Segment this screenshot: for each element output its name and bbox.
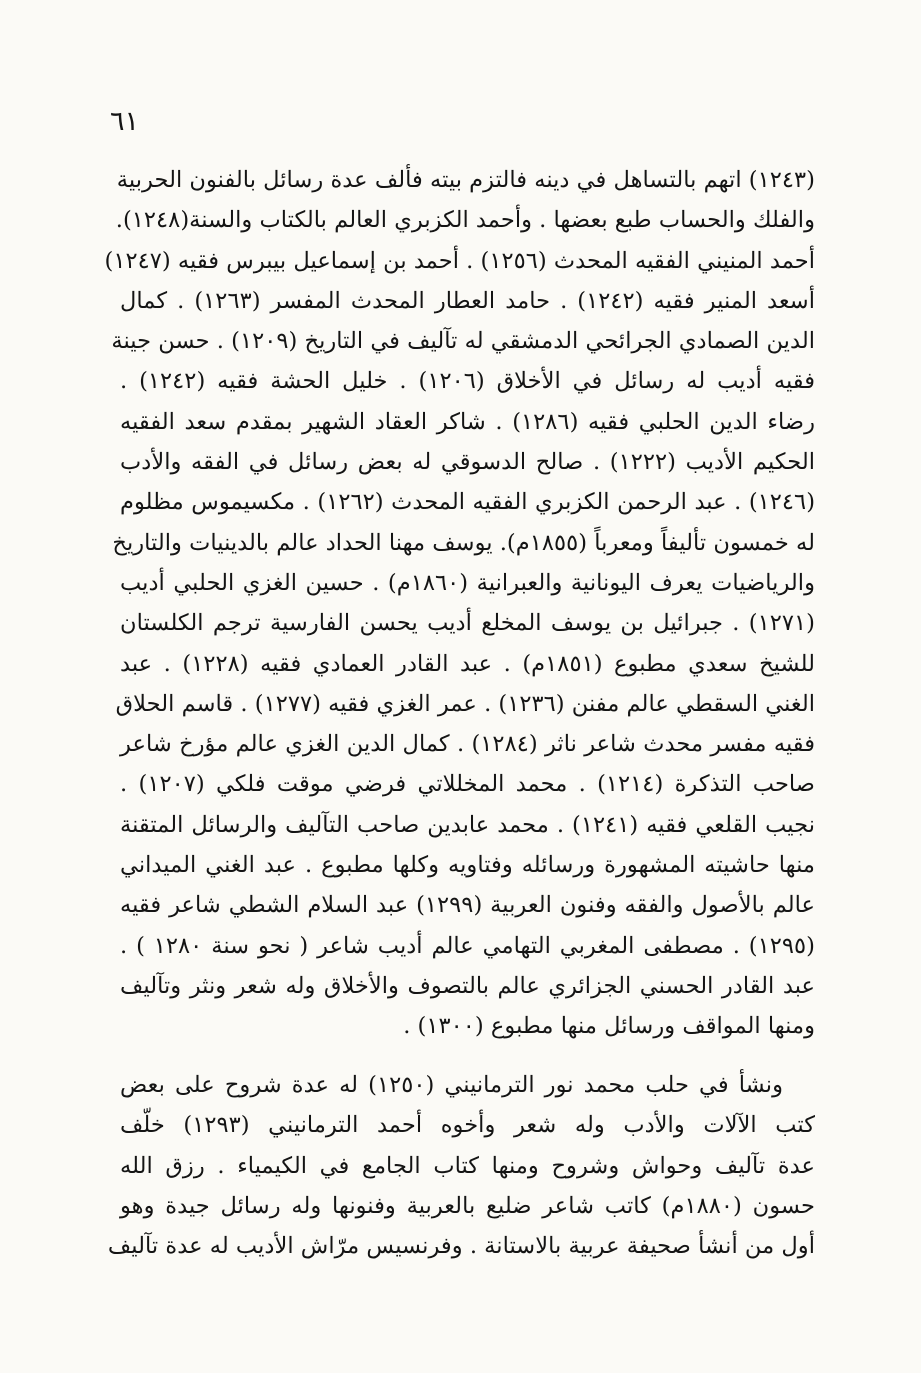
text-line: رضاء الدين الحلبي فقيه (١٢٨٦) . شاكر العقاد الشهير بمقدم سعد الفقيه [120,408,815,435]
text-line: منها حاشيته المشهورة ورسائله وفتاويه وكلها مطبوع . عبد الغني الميداني [120,852,815,879]
text-line: (١٢٤٣) اتهم بالتساهل في دينه فالتزم بيته فألف عدة رسائل بالفنون الحربية [116,167,815,193]
text-line: صاحب التذكرة (١٢١٤) . محمد المخللاتي فرضي موقت فلكي (١٢٠٧) . [120,771,815,798]
paragraph-2 [107,1065,815,1266]
text-line: أحمد المنيني الفقيه المحدث (١٢٥٦) . أحمد بن إسماعيل بيبرس فقيه (١٢٤٧) [104,247,815,274]
text-line: أسعد المنير فقيه (١٢٤٢) . حامد العطار المحدث المفسر (١٢٦٣) . كمال [120,287,815,314]
text-line: الدين الصمادي الجرائحي الدمشقي له تآليف في التاريخ (١٢٠٩) . حسن جينة [111,328,815,355]
text-line: فقيه مفسر محدث شاعر ناثر (١٢٨٤) . كمال الدين الغزي عالم مؤرخ شاعر [120,731,815,758]
text-line: كتب الآلات والأدب وله شعر وأخوه أحمد الترمانيني (١٢٩٣) خلّف [120,1112,815,1139]
text-line: أول من أنشأ صحيفة عربية بالاستانة . وفرنسيس مرّاش الأديب له عدة تآليف [107,1233,815,1260]
text-line: عدة تآليف وحواش وشروح ومنها كتاب الجامع في الكيمياء . رزق الله [120,1152,815,1179]
text-line: (١٢٧١) . جبرائيل بن يوسف المخلع أديب يحسن الفارسية ترجم الكلستان [120,610,815,637]
text-line: فقيه أديب له رسائل في الأخلاق (١٢٠٦) . خليل الحشة فقيه (١٢٤٢) . [120,368,815,395]
page-number: ٦١ [110,106,140,137]
text-line: (١٢٤٦) . عبد الرحمن الكزبري الفقيه المحدث (١٢٦٢) . مكسيموس مظلوم [120,489,816,516]
text-line: حسون (١٨٨٠م) كاتب شاعر ضليع بالعربية وفنونها وله رسائل جيدة وهو [120,1192,815,1219]
text-line: ومنها المواقف ورسائل منها مطبوع (١٣٠٠) . [403,1013,815,1040]
text-line: الحكيم الأديب (١٢٢٢) . صالح الدسوقي له بعض رسائل في الفقه والأدب [120,449,815,476]
text-line: نجيب القلعي فقيه (١٢٤١) . محمد عابدين صاحب التآليف والرسائل المتقنة [120,811,815,838]
text-line: والفلك والحساب طبع بعضها . وأحمد الكزبري العالم بالكتاب والسنة(١٢٤٨). [115,207,815,234]
paragraph-1 [104,160,816,1047]
text-line: والرياضيات يعرف اليونانية والعبرانية (١٨٦٠م) . حسين الغزي الحلبي أديب [120,569,815,596]
text-line: الغني السقطي عالم مفنن (١٢٣٦) . عمر الغزي فقيه (١٢٧٧) . قاسم الحلاق [115,690,815,717]
text-line: له خمسون تأليفاً ومعرباً (١٨٥٥م). يوسف مهنا الحداد عالم بالدينيات والتاريخ [112,529,815,556]
text-line: عبد القادر الحسني الجزائري عالم بالتصوف والأخلاق وله شعر ونثر وتآليف [120,972,815,999]
text-line: عالم بالأصول والفقه وفنون العربية (١٢٩٩) عبد السلام الشطي شاعر فقيه [120,892,815,919]
text-line: ونشأ في حلب محمد نور الترمانيني (١٢٥٠) له عدة شروح على بعض [120,1072,784,1098]
text-line: للشيخ سعدي مطبوع (١٨٥١م) . عبد القادر العمادي فقيه (١٢٢٨) . عبد [120,650,815,677]
text-line: (١٢٩٥) . مصطفى المغربي التهامي عالم أديب شاعر ( نحو سنة ١٢٨٠ ) . [120,932,815,959]
